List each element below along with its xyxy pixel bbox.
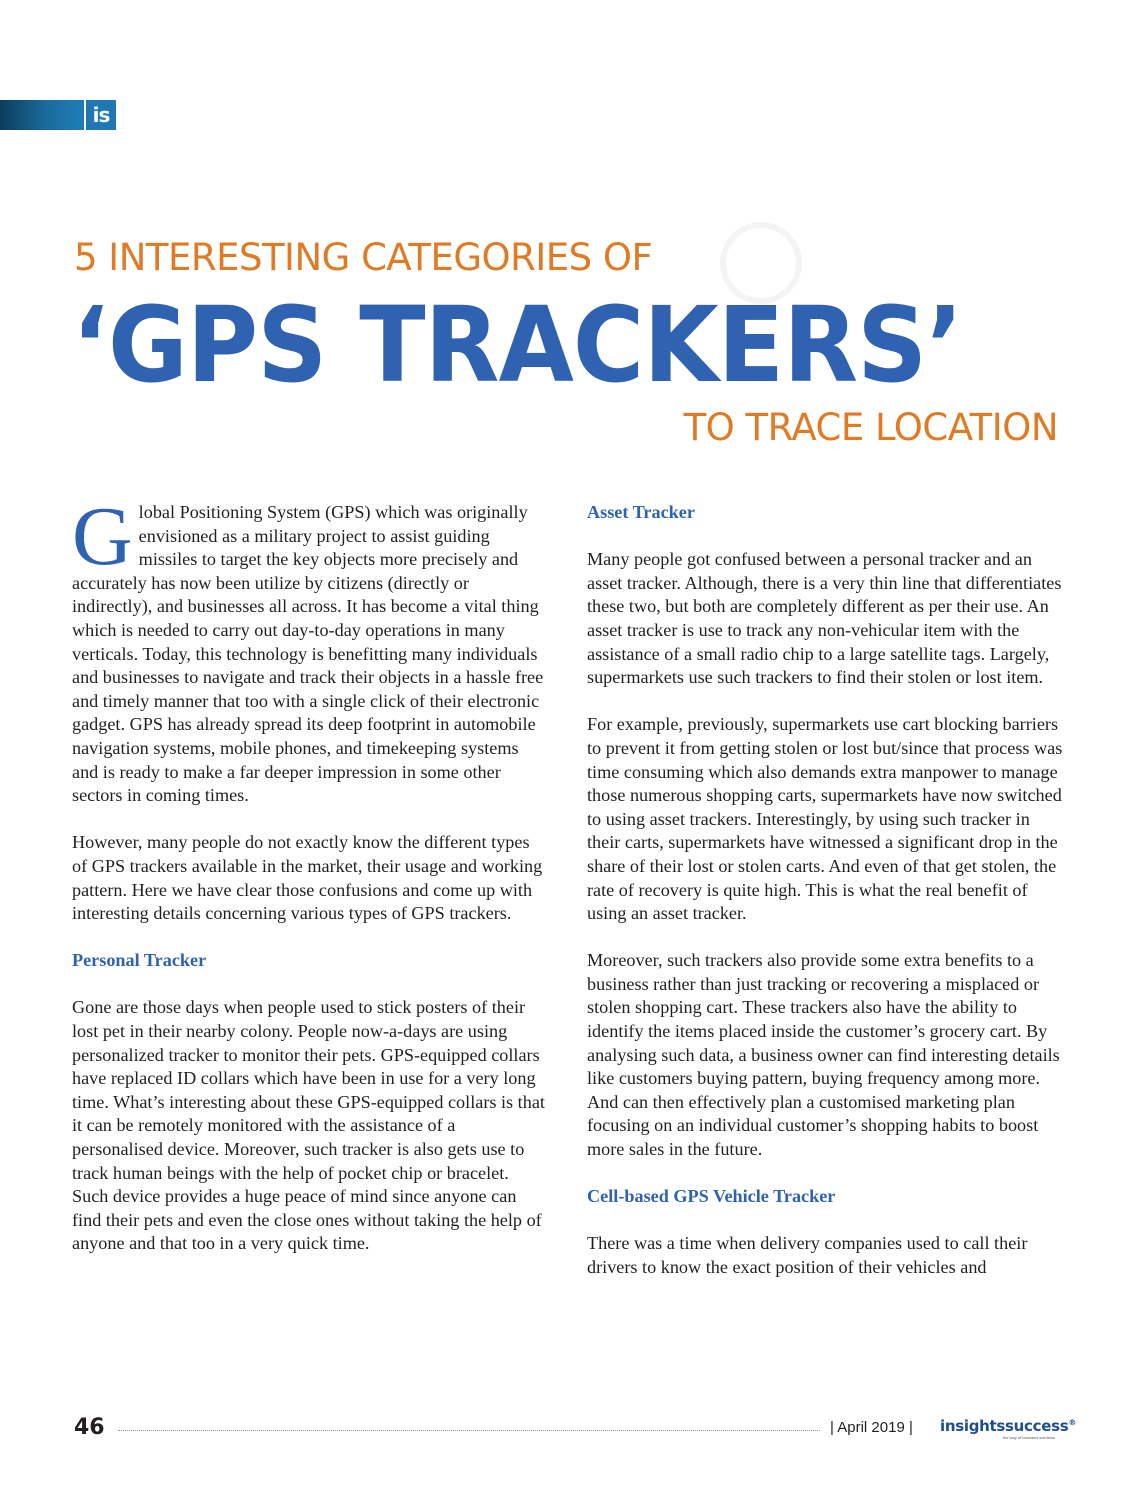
article-subline: TO TRACE LOCATION (683, 406, 1058, 449)
body-paragraph: For example, previously, supermarkets use cart blocking barriers to prevent it from getting stolen or lost but/since that process was time consuming which also demands extra manpower to manage those numerous shopping carts, supermarkets have now switched to using asset trackers. Interestingly, by using such tracker in their carts, supermarkets have witnessed a significant drop in the share of their lost or stolen carts. And even of that get stolen, the rate of recovery is quite high. This is what the real benefit of using an asset tracker. (587, 714, 1063, 924)
intro-text: lobal Positioning System (GPS) which was originally envisioned as a military project to assist guiding missiles to target the key objects more precisely and accurately has now been utilize by citizens (directly or indirectly), and businesses all across. It has become a vital thing which is needed to carry out day-to-day operations in many verticals. Today, this technology is benefitting many individuals and businesses to navigate and track their objects in a hassle free and timely manner that too with a single click of their electronic gadget. GPS has already spread its deep footprint in automobile navigation systems, mobile phones, and timekeeping systems and is ready to make a far deeper impression in some other sectors in coming times. (72, 502, 544, 806)
magazine-corner-logo: is (86, 100, 116, 130)
body-paragraph: Moreover, such trackers also provide some extra benefits to a business rather than just tracking or recovering a misplaced or stolen shopping cart. These trackers also have the ability to identify the items placed inside the customer’s grocery cart. By analysing such data, a business owner can find interesting details like customers buying pattern, buying frequency among more. And can then effectively plan a customised marketing plan focusing on an individual customer’s shopping habits to boost more sales in the future. (587, 950, 1060, 1160)
brand-name: insightssuccess (940, 1417, 1069, 1435)
registered-mark: ® (1068, 1418, 1077, 1427)
section-heading-personal-tracker: Personal Tracker (72, 950, 207, 971)
corner-accent-bar (0, 100, 84, 130)
article-headline: ‘GPS TRACKERS’ (72, 284, 963, 406)
drop-cap: G (72, 490, 133, 583)
section-heading-cell-vehicle-tracker: Cell-based GPS Vehicle Tracker (587, 1186, 836, 1207)
section-heading-asset-tracker: Asset Tracker (587, 502, 695, 522)
footer-dotted-rule (118, 1430, 820, 1431)
body-paragraph: There was a time when delivery companies used to call their drivers to know the exact position of their vehicles and (587, 1233, 1028, 1277)
brand-logo (940, 1417, 1076, 1435)
page-number: 46 (74, 1415, 105, 1440)
issue-date: | April 2019 | (830, 1419, 913, 1436)
body-paragraph: However, many people do not exactly know the different types of GPS trackers available in the market, their usage and working pattern. Here we have clear those confusions and come up with interesting details concerning various types of GPS trackers. (72, 832, 543, 924)
article-left-column (72, 490, 548, 1280)
intro-paragraph (72, 490, 548, 808)
body-paragraph: Gone are those days when people used to stick posters of their lost pet in their nearby colony. People now-a-days are using personalized tracker to monitor their pets. GPS-equipped collars have replaced ID collars which have been in use for a very long time. What’s interesting about these GPS-equipped collars is that it can be remotely monitored with the assistance of a personalised device. Moreover, such tracker is also gets use to track human beings with the help of pocket chip or bracelet. Such device provides a huge peace of mind since anyone can find their pets and even the close ones without taking the help of anyone and that too in a very quick time. (72, 997, 545, 1254)
body-paragraph: Many people got confused between a personal tracker and an asset tracker. Although, there is a very thin line that differentiates these two, but both are completely different as per their use. An asset tracker is use to track any non-vehicular item with the assistance of a small radio chip to a large satellite tags. Largely, supermarkets use such trackers to find their stolen or lost item. (587, 549, 1062, 688)
brand-tagline: the way of business solutions (1003, 1435, 1056, 1440)
article-kicker: 5 INTERESTING CATEGORIES OF (74, 236, 653, 279)
article-right-column (587, 501, 1065, 1303)
